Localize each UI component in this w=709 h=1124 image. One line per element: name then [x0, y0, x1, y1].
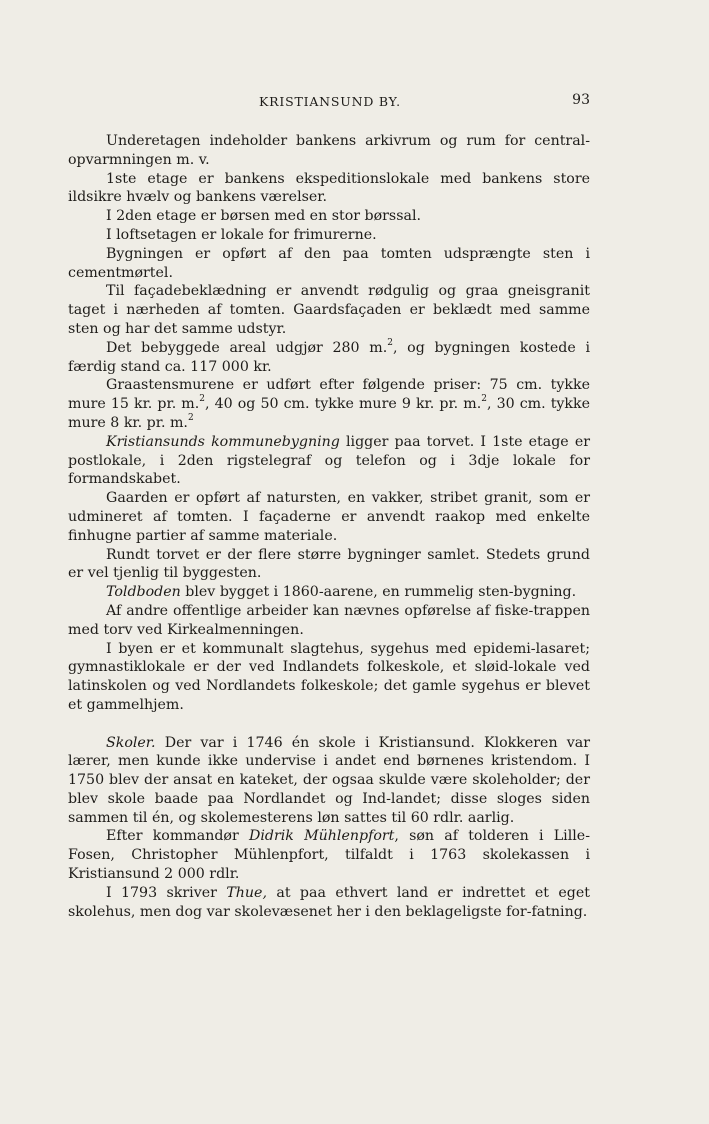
- italic-text: Toldboden: [106, 584, 181, 601]
- text-run: Af andre offentlige arbeider kan nævnes opførelse af fiske-trappen med torv ved Kirkealmenningen.: [68, 602, 590, 638]
- text-run: ligger paa torvet. I 1ste etage er postlokale, i 2den rigstelegraf og telefon og i 3dje lokale for formandskabet.: [68, 433, 590, 488]
- paragraph: [68, 132, 590, 170]
- paragraph: [68, 489, 590, 545]
- text-run: I byen er et kommunalt slagtehus, sygehus med epidemi-lasaret; gymnastiklokale er der ved Indlandets folkeskole, et sløid-lokale ved latinskolen og ved Nordlandets folkeskole; det gamle sygehus er blevet et gammelhjem.: [68, 640, 590, 713]
- body-text: [68, 132, 590, 921]
- text-run: , og bygningen kostede i færdig stand ca. 117 000 kr.: [68, 339, 590, 375]
- paragraph: [68, 170, 590, 208]
- running-title: KRISTIANSUND BY.: [259, 94, 401, 109]
- text-run: , 30 cm. tykke mure 8 kr. pr. m.: [68, 396, 591, 431]
- paragraph: [68, 734, 590, 828]
- text-run: Bygningen er opført af den paa tomten udsprængte sten i cementmørtel.: [68, 245, 590, 281]
- paragraph: [68, 245, 590, 283]
- text-run: 1ste etage er bankens ekspeditionslokale med bankens store ildsikre hvælv og bankens værelser.: [68, 170, 590, 206]
- text-run: blev bygget i 1860-aarene, en rummelig sten-bygning.: [180, 584, 577, 601]
- superscript: 2: [187, 413, 194, 424]
- text-run: Der var i 1746 én skole i Kristiansund. Klokkeren var lærer, men kunde ikke undervise i andet end børnenes kristendom. I 1750 blev der ansat en kateket, der ogsaa skulde være skoleholder; der blev skole baade paa Nordlandet og Ind-landet; disse sloges siden sammen til én, og skolemesterens løn sattes til 60 rdlr. aarlig.: [68, 734, 590, 826]
- italic-text: Didrik Mühlenpfort: [248, 828, 395, 845]
- paragraph: [68, 602, 590, 640]
- text-run: Rundt torvet er der flere større bygninger samlet. Stedets grund er vel tjenlig til byggesten.: [68, 546, 590, 582]
- text-run: Til façadebeklædning er anvendt rødgulig og graa gneisgranit taget i nærheden af tomten. Gaardsfaçaden er beklædt med samme sten og har det samme udstyr.: [68, 283, 590, 337]
- italic-text: Kristiansunds kommunebygning: [106, 433, 340, 450]
- paragraph: [68, 376, 590, 432]
- paragraph: [68, 884, 590, 922]
- text-run: I loftsetagen er lokale for frimurerne.: [106, 226, 377, 243]
- text-run: Underetagen indeholder bankens arkivrum og rum for central-opvarmningen m. v.: [68, 133, 590, 168]
- paragraph: [68, 339, 590, 377]
- text-run: Efter kommandør: [106, 828, 249, 845]
- italic-text: Skoler.: [106, 734, 156, 751]
- text-run: , 40 og 50 cm. tykke mure 9 kr. pr. m.: [205, 396, 482, 413]
- page-number: 93: [572, 92, 590, 108]
- text-run: Gaarden er opført af natursten, en vakker, stribet granit, som er udmineret af tomten. I façaderne er anvendt raakop med enkelte finhugne partier af samme materiale.: [68, 490, 590, 544]
- superscript: 2: [387, 338, 393, 349]
- paragraph: [68, 583, 590, 602]
- paragraph: [68, 546, 590, 584]
- paragraph: [68, 226, 590, 245]
- paragraph: [68, 433, 590, 489]
- paragraph: [68, 827, 590, 883]
- superscript: 2: [199, 394, 206, 405]
- text-run: I 2den etage er børsen med en stor børssal.: [106, 208, 421, 225]
- paragraph: [68, 640, 590, 715]
- text-run: I 1793 skriver: [106, 884, 227, 901]
- running-header: [68, 92, 590, 112]
- text-run: Det bebyggede areal udgjør 280 m.: [106, 339, 388, 356]
- superscript: 2: [481, 394, 487, 405]
- text-run: Graastensmurene er udført efter følgende priser: 75 cm. tykke mure 15 kr. pr. m.: [68, 377, 590, 413]
- paragraph: [68, 282, 590, 338]
- paragraph: [68, 207, 590, 226]
- text-run: , søn af tolderen i Lille-Fosen, Christopher Mühlenpfort, tilfaldt i 1763 skolekassen i Kristiansund 2 000 rdlr.: [68, 828, 590, 883]
- text-run: at paa ethvert land er indrettet et eget skolehus, men dog var skolevæsenet her i den beklageligste for-fatning.: [68, 884, 590, 920]
- italic-text: Thue,: [226, 884, 267, 901]
